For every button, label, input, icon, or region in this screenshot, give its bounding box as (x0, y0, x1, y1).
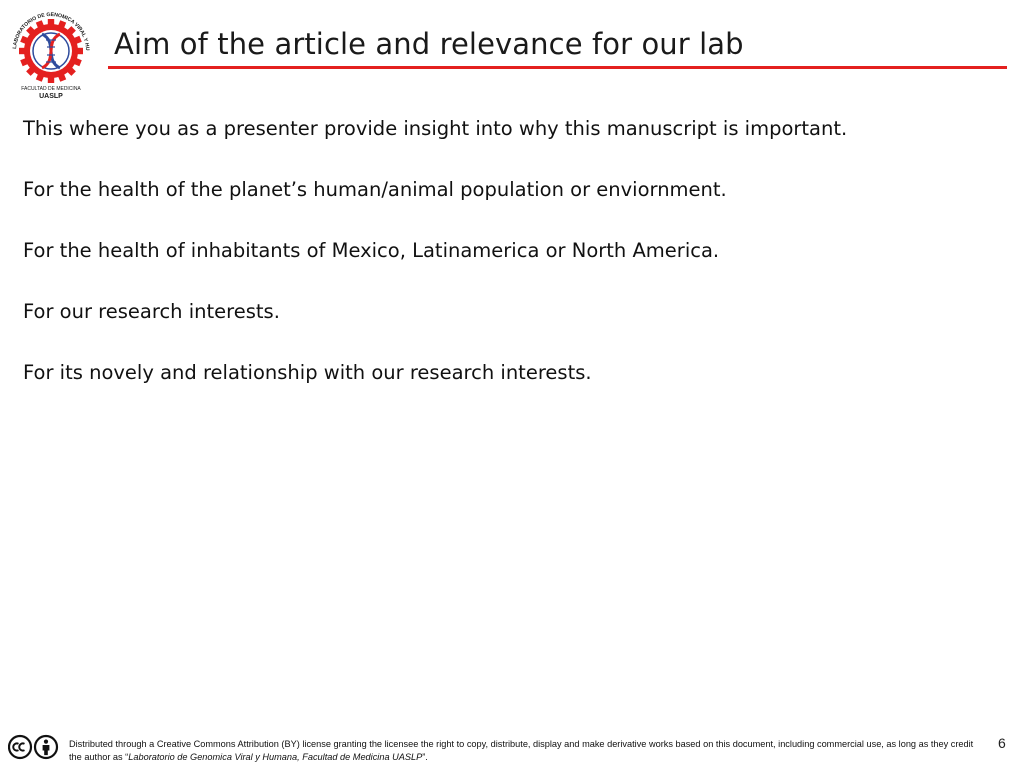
creative-commons-icon (9, 736, 31, 758)
body-line-planet-health: For the health of the planet’s human/animal population or enviornment. (23, 178, 727, 201)
body-line-importance: This where you as a presenter provide insight into why this manuscript is important. (23, 117, 848, 140)
license-text-end: ”. (422, 751, 428, 762)
body-line-regional-health: For the health of inhabitants of Mexico, Latinamerica or North America. (23, 239, 720, 262)
license-text: Distributed through a Creative Commons Attribution (BY) license granting the licensee the right to copy, distribute, display and make derivative works based on this document, including commercial use, as long as they credit the author as “ (69, 739, 974, 762)
logo-university-text: UASLP (39, 93, 63, 100)
lab-logo-graphic (6, 4, 96, 100)
license-notice (69, 738, 974, 763)
body-line-research-interests: For our research interests. (23, 300, 280, 323)
logo-ring-text: LABORATORIO DE GENOMICA VIRAL Y HU (12, 11, 91, 51)
title-underline (108, 66, 1007, 69)
logo-faculty-text: FACULTAD DE MEDICINA (21, 86, 81, 92)
license-credit: Laboratorio de Genomica Viral y Humana, Facultad de Medicina UASLP (128, 751, 423, 762)
attribution-icon (35, 736, 57, 758)
license-icons (8, 734, 60, 760)
lab-logo (6, 4, 96, 100)
page-number: 6 (998, 735, 1006, 751)
slide-body (23, 114, 847, 419)
body-line-novelty: For its novely and relationship with our research interests. (23, 361, 592, 384)
slide-title: Aim of the article and relevance for our lab (114, 27, 744, 61)
